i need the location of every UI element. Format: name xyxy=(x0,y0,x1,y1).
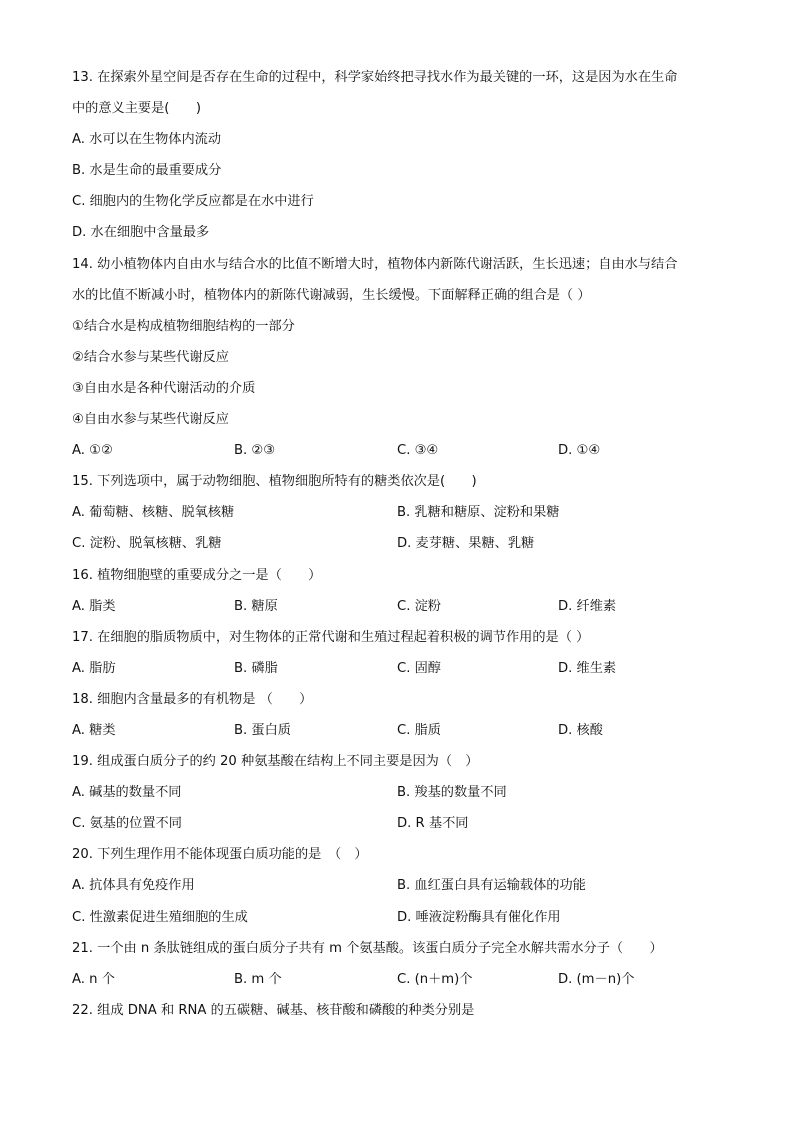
question-stem: 水的比值不断减小时，植物体内的新陈代谢减弱，生长缓慢。下面解释正确的组合是（ ） xyxy=(72,287,591,303)
option: A. 脂肪 xyxy=(72,660,116,676)
question-stem: 20. 下列生理作用不能体现蛋白质功能的是 （ ） xyxy=(72,847,368,863)
option: C. 性激素促进生殖细胞的生成 xyxy=(72,909,248,925)
exam-page xyxy=(72,62,722,1026)
options-row xyxy=(72,435,722,466)
option-line: B. 水是生命的最重要成分 xyxy=(72,163,222,179)
statement-line: ③自由水是各种代谢活动的介质 xyxy=(72,380,256,396)
option: B. 蛋白质 xyxy=(234,722,291,738)
question-stem: 17. 在细胞的脂质物质中，对生物体的正常代谢和生殖过程起着积极的调节作用的是（ ） xyxy=(72,629,590,645)
options-row xyxy=(72,777,722,808)
option: D. ①④ xyxy=(558,443,601,459)
question-stem: 中的意义主要是( ) xyxy=(72,101,201,117)
options-row xyxy=(72,528,722,559)
option: A. 糖类 xyxy=(72,722,116,738)
option-line: D. 水在细胞中含量最多 xyxy=(72,225,210,241)
question-stem: 22. 组成 DNA 和 RNA 的五碳糖、碱基、核苷酸和磷酸的种类分别是 xyxy=(72,1002,475,1018)
option: C. 淀粉、脱氧核糖、乳糖 xyxy=(72,536,222,552)
option: C. 固醇 xyxy=(397,660,441,676)
option: D. 唾液淀粉酶具有催化作用 xyxy=(397,909,561,925)
question-stem: 21. 一个由 n 条肽链组成的蛋白质分子共有 m 个氨基酸。该蛋白质分子完全水解共需水分子（ ） xyxy=(72,940,663,956)
question-block xyxy=(72,933,722,995)
question-stem: 18. 细胞内含量最多的有机物是 （ ） xyxy=(72,691,313,707)
option: A. ①② xyxy=(72,443,113,459)
question-stem: 15. 下列选项中，属于动物细胞、植物细胞所特有的糖类依次是( ) xyxy=(72,474,477,490)
question-stem: 13. 在探索外星空间是否存在生命的过程中，科学家始终把寻找水作为最关键的一环，这是因为水在生命 xyxy=(72,70,678,85)
question-stem: 16. 植物细胞壁的重要成分之一是（ ） xyxy=(72,567,322,583)
option: B. 乳糖和糖原、淀粉和果糖 xyxy=(397,505,560,521)
option: D. R 基不同 xyxy=(397,816,469,832)
option: C. (n＋m)个 xyxy=(397,971,473,987)
option: C. 淀粉 xyxy=(397,598,441,614)
option: B. m 个 xyxy=(234,971,282,987)
question-block xyxy=(72,249,722,467)
option-line: A. 水可以在生物体内流动 xyxy=(72,132,222,148)
options-row xyxy=(72,715,722,746)
statement-line: ④自由水参与某些代谢反应 xyxy=(72,412,229,428)
options-row xyxy=(72,497,722,528)
option: D. 核酸 xyxy=(558,722,603,738)
question-block xyxy=(72,839,722,932)
option: A. 碱基的数量不同 xyxy=(72,785,182,801)
question-block xyxy=(72,560,722,622)
option: A. 葡萄糖、核糖、脱氧核糖 xyxy=(72,505,235,521)
option: D. 维生素 xyxy=(558,660,617,676)
statement-line: ②结合水参与某些代谢反应 xyxy=(72,349,229,365)
statement-line: ①结合水是构成植物细胞结构的一部分 xyxy=(72,318,295,334)
options-row xyxy=(72,870,722,901)
question-block xyxy=(72,684,722,746)
option: C. ③④ xyxy=(397,443,439,459)
option: A. 抗体具有免疫作用 xyxy=(72,878,195,894)
option: A. n 个 xyxy=(72,971,115,987)
option: B. 羧基的数量不同 xyxy=(397,785,507,801)
option: A. 脂类 xyxy=(72,598,116,614)
question-block xyxy=(72,746,722,839)
option: C. 脂质 xyxy=(397,722,441,738)
option: B. 血红蛋白具有运输载体的功能 xyxy=(397,878,586,894)
options-row xyxy=(72,591,722,622)
option: D. (m－n)个 xyxy=(558,971,635,987)
option: B. 糖原 xyxy=(234,598,278,614)
question-block xyxy=(72,62,722,249)
question-stem: 14. 幼小植物体内自由水与结合水的比值不断增大时，植物体内新陈代谢活跃，生长迅速；自由水与结合 xyxy=(72,256,678,272)
option-line: C. 细胞内的生物化学反应都是在水中进行 xyxy=(72,194,314,210)
question-block xyxy=(72,995,722,1026)
question-block xyxy=(72,622,722,684)
question-block xyxy=(72,466,722,559)
options-row xyxy=(72,964,722,995)
options-row xyxy=(72,902,722,933)
options-row xyxy=(72,808,722,839)
options-row xyxy=(72,653,722,684)
option: D. 麦芽糖、果糖、乳糖 xyxy=(397,536,535,552)
option: D. 纤维素 xyxy=(558,598,617,614)
option: C. 氨基的位置不同 xyxy=(72,816,182,832)
option: B. ②③ xyxy=(234,443,276,459)
option: B. 磷脂 xyxy=(234,660,278,676)
question-stem: 19. 组成蛋白质分子的约 20 种氨基酸在结构上不同主要是因为（ ） xyxy=(72,754,479,770)
